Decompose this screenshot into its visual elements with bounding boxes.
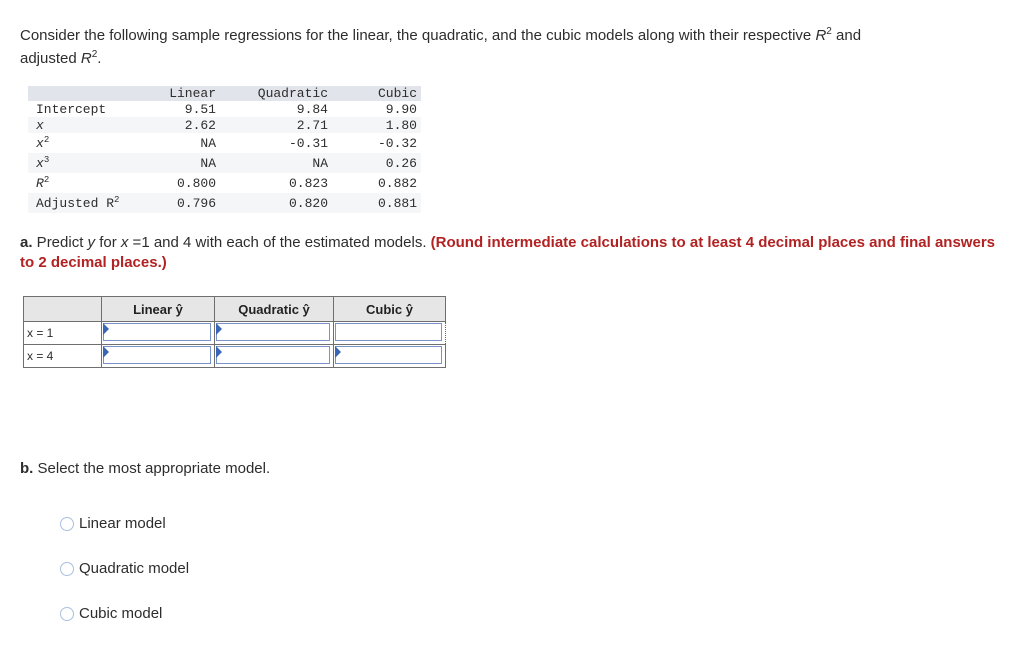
r-symbol: R <box>815 27 827 44</box>
row-label-x1: x = 1 <box>24 322 102 345</box>
quadratic-x4-input[interactable] <box>216 346 330 364</box>
row-label-text: R <box>36 175 44 191</box>
table-cell: 0.882 <box>377 175 417 191</box>
answer-cell <box>102 322 215 345</box>
table-cell: NA <box>166 153 216 173</box>
linear-x4-input[interactable] <box>103 346 211 364</box>
table-row <box>28 133 421 153</box>
table-cell: 0.823 <box>288 175 328 191</box>
answer-cell <box>215 345 334 368</box>
table-cell: 9.90 <box>385 101 417 117</box>
part-a-lead: a. <box>20 234 33 251</box>
intro-and: and <box>831 27 862 44</box>
table-cell: 2.62 <box>166 117 216 133</box>
table-cell: -0.32 <box>377 135 417 151</box>
answer-cell <box>334 322 446 345</box>
table-cell: 0.820 <box>216 193 328 213</box>
problem-intro <box>20 24 980 70</box>
radio-button[interactable] <box>60 607 74 621</box>
option-quadratic[interactable] <box>60 560 189 577</box>
table-cell: 0.881 <box>328 193 421 213</box>
col-linear: Linear ŷ <box>102 297 215 322</box>
table-cell: 9.84 <box>296 101 328 117</box>
row-label-text: x <box>36 135 44 151</box>
intro-text: Consider the following sample regressions for the linear, the quadratic, and the cubic models along with their respective <box>20 27 816 44</box>
row-label-x4: x = 4 <box>24 345 102 368</box>
option-label: Linear model <box>79 515 166 532</box>
cubic-x1-input[interactable] <box>335 323 442 341</box>
flag-icon <box>103 323 109 335</box>
option-linear[interactable] <box>60 515 166 532</box>
table-cell: NA <box>200 135 216 151</box>
quadratic-x1-input[interactable] <box>216 323 330 341</box>
linear-x1-input[interactable] <box>103 323 211 341</box>
intro-end: . <box>97 50 102 67</box>
answer-cell <box>215 322 334 345</box>
answer-row <box>24 345 446 368</box>
regression-header-row <box>28 86 421 101</box>
row-label-exponent: 3 <box>43 154 50 165</box>
row-label <box>28 133 166 153</box>
row-label-text: Intercept <box>36 101 107 117</box>
var-x: x <box>120 234 129 251</box>
flag-icon <box>335 346 341 358</box>
part-a-text: for <box>95 234 121 251</box>
exponent: 2 <box>91 49 98 60</box>
option-label: Quadratic model <box>79 560 190 577</box>
row-label <box>28 153 166 173</box>
table-cell: 1.80 <box>328 117 421 133</box>
answer-row <box>24 322 446 345</box>
table-cell: NA <box>216 153 328 173</box>
row-label <box>28 193 166 213</box>
row-label-exponent: 2 <box>114 194 120 205</box>
row-label-exponent: 2 <box>43 174 50 185</box>
header-blank <box>28 86 166 101</box>
table-row <box>28 193 421 213</box>
part-b-lead: b. <box>20 460 34 477</box>
option-cubic[interactable] <box>60 605 162 622</box>
table-cell: 2.71 <box>216 117 328 133</box>
table-cell: -0.31 <box>288 135 328 151</box>
table-row <box>28 117 421 133</box>
answer-grid <box>23 296 446 368</box>
table-row <box>28 153 421 173</box>
flag-icon <box>103 346 109 358</box>
col-quadratic: Quadratic ŷ <box>215 297 334 322</box>
row-label <box>28 117 166 133</box>
rounding-note: (Round intermediate calculations to at least 4 decimal places and final answers to 2 decimal places.) <box>20 234 995 271</box>
regression-table <box>28 86 421 213</box>
header-quadratic: Quadratic <box>216 86 328 101</box>
row-label-text: Adjusted R <box>36 195 115 211</box>
table-row <box>28 101 421 117</box>
header-cubic: Cubic <box>328 86 421 101</box>
table-cell: 0.26 <box>328 153 421 173</box>
answer-cell <box>334 345 446 368</box>
part-a-text: Predict <box>32 234 88 251</box>
part-b-prompt <box>20 460 270 477</box>
row-label <box>28 173 166 193</box>
header-linear: Linear <box>166 86 216 101</box>
flag-icon <box>216 346 222 358</box>
part-b-text: Select the most appropriate model. <box>33 460 271 477</box>
col-cubic: Cubic ŷ <box>334 297 446 322</box>
radio-button[interactable] <box>60 562 74 576</box>
option-label: Cubic model <box>79 605 163 622</box>
table-cell: 0.796 <box>166 193 216 213</box>
answer-header-row <box>24 297 446 322</box>
table-cell: 0.800 <box>176 175 216 191</box>
var-y: y <box>87 234 96 251</box>
r-symbol: R <box>80 50 92 67</box>
row-label <box>28 101 166 117</box>
row-label-text: x <box>36 117 44 133</box>
cubic-x4-input[interactable] <box>335 346 442 364</box>
part-a-prompt <box>20 233 1000 273</box>
row-label-exponent: 2 <box>43 134 50 145</box>
part-a-text: =1 and 4 with each of the estimated models. <box>128 234 431 251</box>
flag-icon <box>216 323 222 335</box>
table-row <box>28 173 421 193</box>
table-cell: 9.51 <box>184 101 216 117</box>
answer-cell <box>102 345 215 368</box>
grid-corner <box>24 297 102 322</box>
radio-button[interactable] <box>60 517 74 531</box>
exponent: 2 <box>826 26 832 37</box>
intro-line2: adjusted <box>20 50 81 67</box>
row-label-text: x <box>36 155 44 171</box>
